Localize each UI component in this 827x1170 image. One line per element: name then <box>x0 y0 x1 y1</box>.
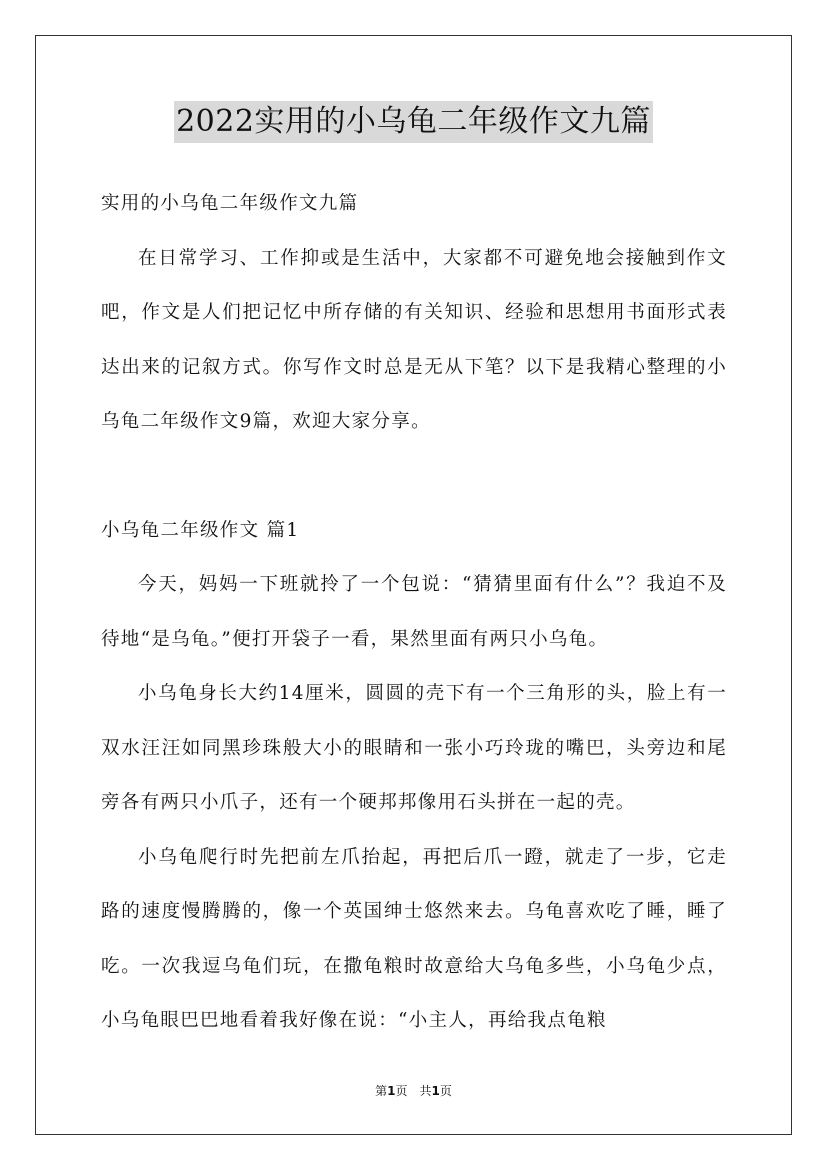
section-heading: 小乌龟二年级作文 篇1 <box>101 519 300 541</box>
page-total-number: 1 <box>431 1084 440 1098</box>
section-spacer <box>101 450 727 504</box>
total-label-suffix: 页 <box>439 1084 452 1098</box>
document-subtitle: 实用的小乌龟二年级作文九篇 <box>101 193 359 214</box>
page-label-prefix: 第 <box>375 1084 388 1098</box>
document-title: 2022实用的小乌龟二年级作文九篇 <box>174 101 653 143</box>
total-label-prefix: 共 <box>419 1084 432 1098</box>
document-body <box>101 177 727 1049</box>
title-container <box>0 101 827 143</box>
page-current-number: 1 <box>387 1084 396 1098</box>
intro-paragraph: 在日常学习、工作抑或是生活中，大家都不可避免地会接触到作文吧，作文是人们把记忆中所存储的有关知识、经验和思想用书面形式表达出来的记叙方式。你写作文时总是无从下笔？以下是我精心整理的小乌龟二年级作文9篇，欢迎大家分享。 <box>101 247 727 432</box>
page-label-mid: 页 <box>395 1084 408 1098</box>
body-paragraph-2: 小乌龟身长大约14厘米，圆圆的壳下有一个三角形的头，脸上有一双水汪汪如同黑珍珠般大小的眼睛和一张小巧玲珑的嘴巴，头旁边和尾旁各有两只小爪子，还有一个硬邦邦像用石头拼在一起的壳。 <box>101 683 727 813</box>
body-paragraph-1: 今天，妈妈一下班就拎了一个包说：“猜猜里面有什么”？我迫不及待地“是乌龟。”便打开袋子一看，果然里面有两只小乌龟。 <box>101 574 727 650</box>
body-paragraph-3: 小乌龟爬行时先把前左爪抬起，再把后爪一蹬，就走了一步，它走路的速度慢腾腾的，像一个英国绅士悠然来去。乌龟喜欢吃了睡，睡了吃。一次我逗乌龟们玩，在撒龟粮时故意给大乌龟多些，小乌龟少点，小乌龟眼巴巴地看着我好像在说：“小主人，再给我点龟粮 <box>101 846 727 1031</box>
page-footer <box>0 1082 827 1099</box>
